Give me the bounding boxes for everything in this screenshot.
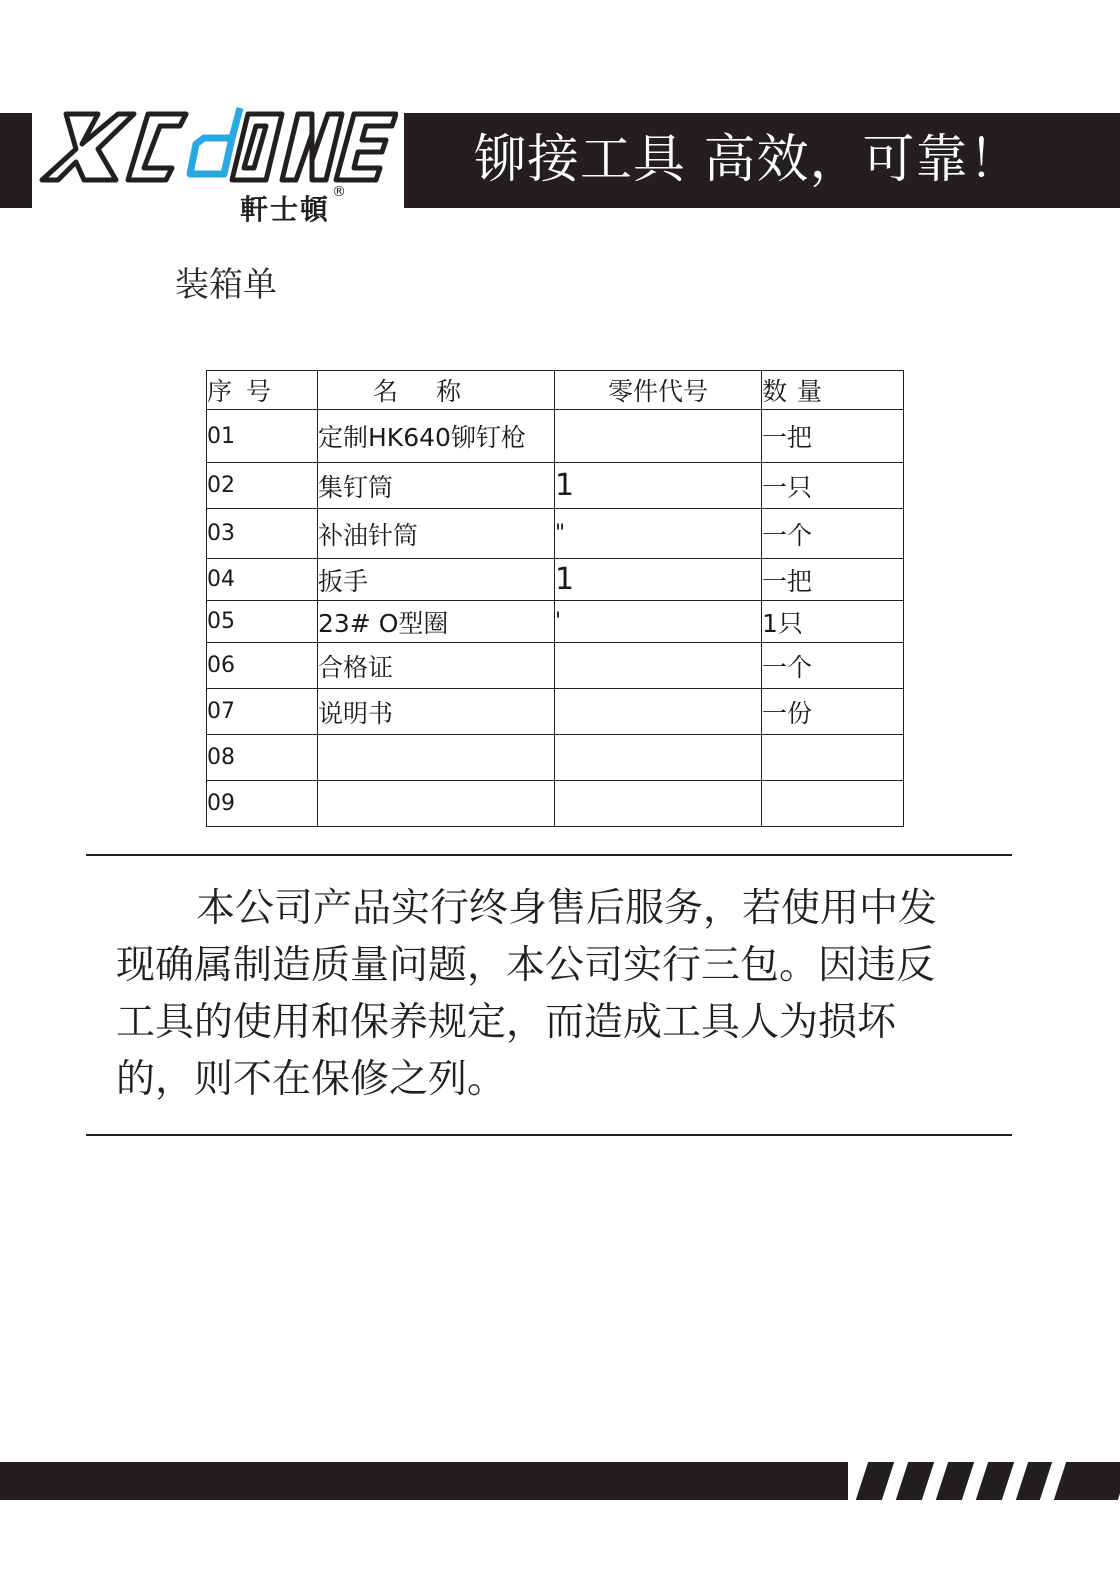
- registered-mark: ®: [332, 184, 349, 200]
- footer-stripe: [936, 1462, 974, 1500]
- cell-no: 05: [207, 601, 318, 643]
- cell-no: 06: [207, 643, 318, 689]
- cell-no: 03: [207, 509, 318, 559]
- cell-no: 01: [207, 410, 318, 463]
- table-row: [207, 781, 904, 827]
- cell-name: 定制HK640铆钉枪: [318, 410, 555, 463]
- cell-code: [555, 643, 762, 689]
- table-row: [207, 735, 904, 781]
- cell-no: 04: [207, 559, 318, 601]
- footer-stripe: [1016, 1462, 1052, 1500]
- table-row: [207, 410, 904, 463]
- cell-code: ': [555, 601, 762, 643]
- logo-wordmark-icon: [36, 104, 398, 194]
- table-row: [207, 643, 904, 689]
- cell-name: 合格证: [318, 643, 555, 689]
- footer-bar: [0, 1462, 848, 1500]
- footer-stripe: [896, 1462, 934, 1500]
- header-name: 名称: [318, 371, 555, 410]
- slogan-text: 铆接工具 高效，可靠！: [474, 130, 1022, 190]
- cell-code: [555, 689, 762, 735]
- cell-code: ": [555, 509, 762, 559]
- cell-qty: 一份: [762, 689, 904, 735]
- footer-stripe: [1054, 1462, 1120, 1500]
- cell-name: 23# O型圈: [318, 601, 555, 643]
- cell-code: 1: [555, 559, 762, 601]
- cell-name: [318, 781, 555, 827]
- cell-no: 08: [207, 735, 318, 781]
- cell-code: [555, 735, 762, 781]
- notice-line: 的，则不在保修之列。: [116, 1057, 507, 1102]
- notice-line: 现确属制造质量问题，本公司实行三包。因违反: [116, 943, 936, 988]
- footer-stripe: [976, 1462, 1014, 1500]
- notice-line: 工具的使用和保养规定，而造成工具人为损坏: [116, 1000, 897, 1045]
- logo-chinese-name: 軒士頓®: [240, 184, 349, 226]
- cell-no: 07: [207, 689, 318, 735]
- cell-name: 说明书: [318, 689, 555, 735]
- header-banner: [404, 113, 1120, 208]
- cell-name: 集钉筒: [318, 463, 555, 509]
- cell-qty: 一只: [762, 463, 904, 509]
- header-no: 序号: [207, 371, 318, 410]
- header-code: 零件代号: [555, 371, 762, 410]
- page-title: 装箱单: [175, 265, 277, 305]
- packing-list-table: [206, 370, 904, 827]
- table-row: [207, 463, 904, 509]
- cell-name: 补油针筒: [318, 509, 555, 559]
- cell-name: 扳手: [318, 559, 555, 601]
- divider-bottom: [86, 1134, 1012, 1136]
- table-row: [207, 601, 904, 643]
- cell-qty: 一把: [762, 559, 904, 601]
- table-header-row: [207, 371, 904, 410]
- cell-code: [555, 781, 762, 827]
- warranty-notice: [116, 880, 996, 1108]
- cell-code: [555, 410, 762, 463]
- footer-stripe: [856, 1462, 894, 1500]
- divider-top: [86, 854, 1012, 856]
- cell-qty: [762, 735, 904, 781]
- table-row: [207, 559, 904, 601]
- cell-qty: 一把: [762, 410, 904, 463]
- table-row: [207, 689, 904, 735]
- cell-no: 09: [207, 781, 318, 827]
- cell-no: 02: [207, 463, 318, 509]
- cell-code: 1: [555, 463, 762, 509]
- brand-logo: [36, 104, 398, 226]
- cell-qty: 一个: [762, 509, 904, 559]
- cell-qty: 1只: [762, 601, 904, 643]
- notice-line: 本公司产品实行终身售后服务，若使用中发: [196, 886, 938, 931]
- table-row: [207, 509, 904, 559]
- cell-name: [318, 735, 555, 781]
- cell-qty: [762, 781, 904, 827]
- header-left-block: [0, 113, 32, 208]
- header-qty: 数量: [762, 371, 904, 410]
- cell-qty: 一个: [762, 643, 904, 689]
